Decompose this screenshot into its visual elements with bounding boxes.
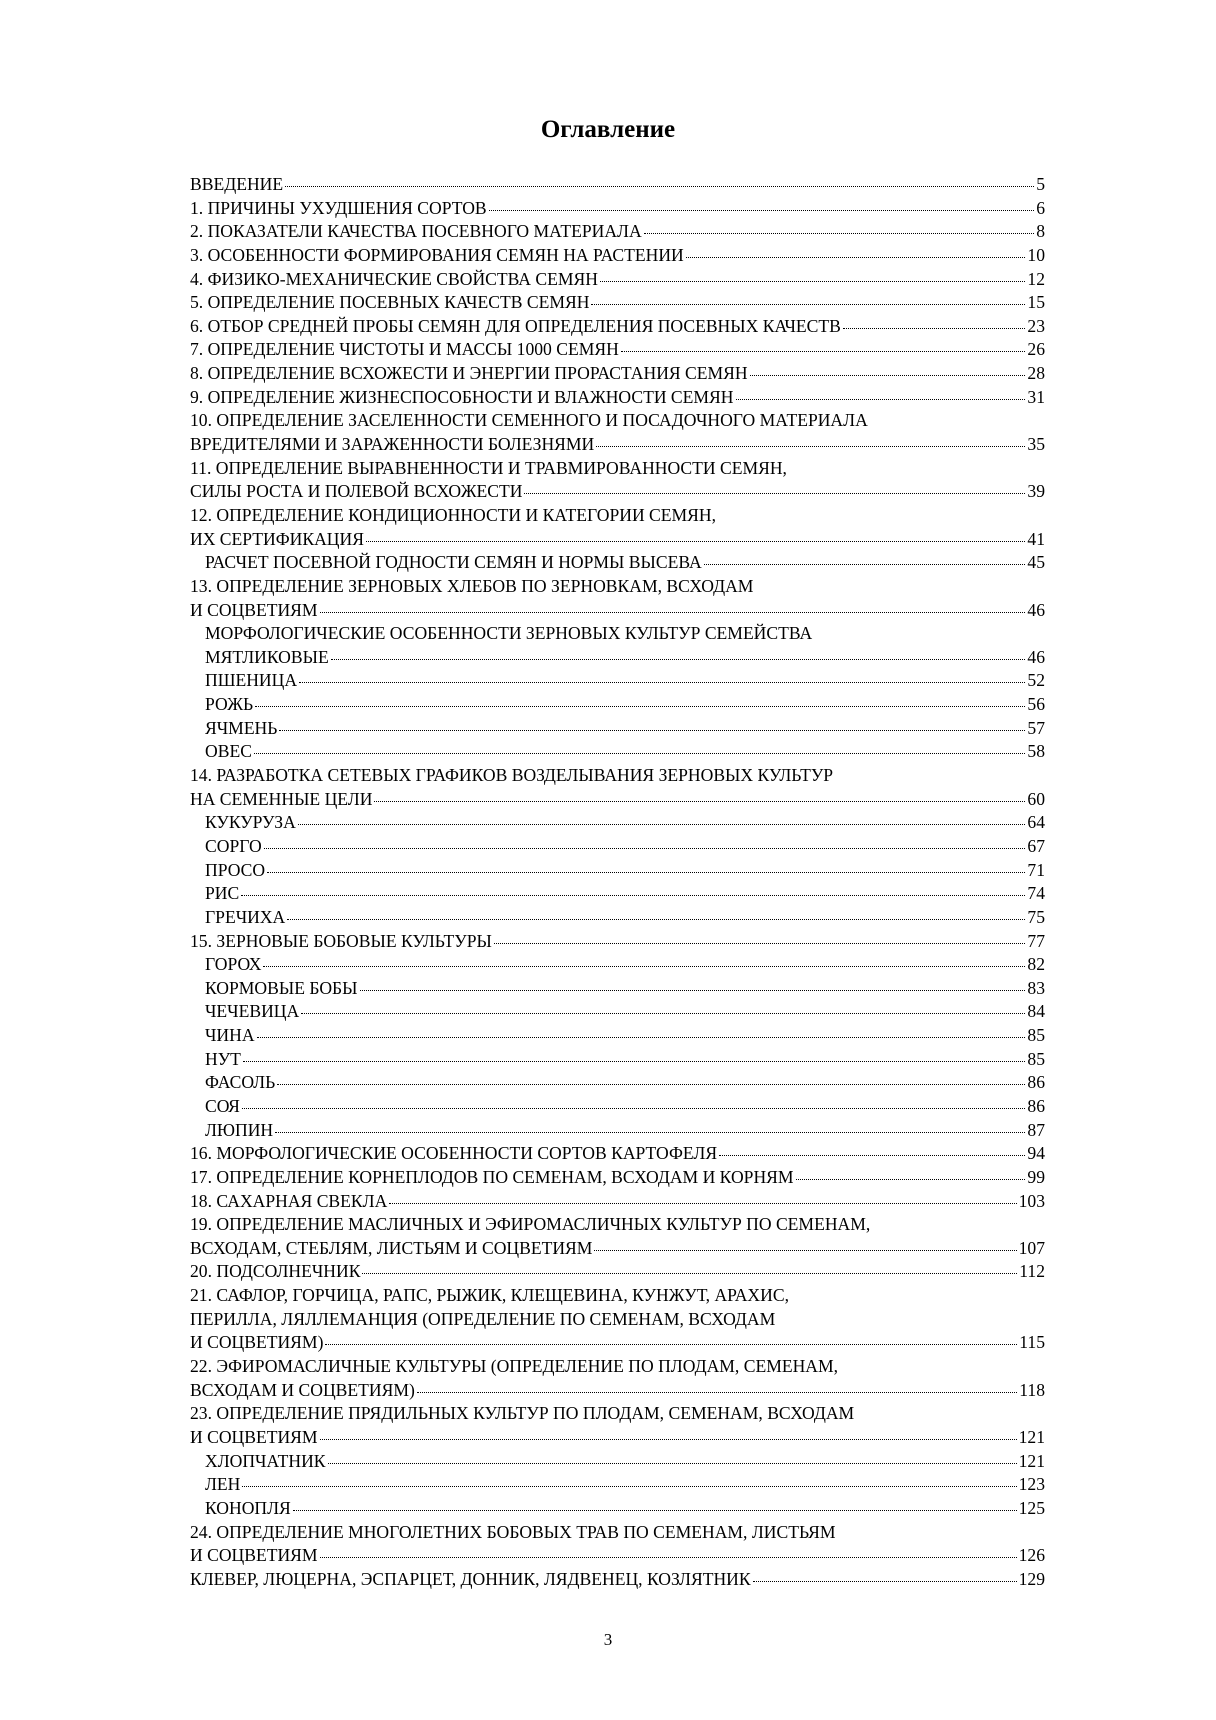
toc-page-number: 31 [1027, 386, 1045, 407]
toc-entry-title: И СОЦВЕТИЯМ [190, 599, 318, 620]
toc-entry[interactable] [190, 1521, 1045, 1568]
toc-entry[interactable] [190, 669, 1045, 693]
toc-line [190, 1355, 1045, 1379]
toc-entry[interactable] [190, 173, 1045, 197]
toc-line [190, 1237, 1045, 1261]
dot-leader [298, 823, 1026, 825]
toc-line [190, 173, 1045, 197]
toc-line [190, 1402, 1045, 1426]
dot-leader [374, 800, 1025, 802]
toc-page-number: 121 [1018, 1450, 1045, 1471]
toc-entry[interactable] [190, 906, 1045, 930]
toc-page-number: 26 [1027, 339, 1045, 360]
toc-page-number: 84 [1027, 1001, 1045, 1022]
toc-entry[interactable] [190, 1119, 1045, 1143]
toc-line [190, 859, 1045, 883]
toc-entry[interactable] [190, 457, 1045, 504]
toc-page-number: 10 [1027, 244, 1045, 265]
toc-page-number: 35 [1027, 434, 1045, 455]
toc-entry[interactable] [190, 1190, 1045, 1214]
dot-leader [328, 1462, 1017, 1464]
toc-page-number: 107 [1018, 1237, 1045, 1258]
toc-entry-title: И СОЦВЕТИЯМ [190, 1545, 318, 1566]
toc-page-number: 23 [1027, 315, 1045, 336]
toc-line [190, 362, 1045, 386]
toc-entry-title: 1. ПРИЧИНЫ УХУДШЕНИЯ СОРТОВ [190, 197, 487, 218]
toc-page-number: 112 [1019, 1261, 1045, 1282]
toc-page-number: 12 [1027, 268, 1045, 289]
toc-entry[interactable] [190, 953, 1045, 977]
toc-entry-title: 5. ОПРЕДЕЛЕНИЕ ПОСЕВНЫХ КАЧЕСТВ СЕМЯН [190, 292, 590, 313]
toc-entry-title: И СОЦВЕТИЯМ) [190, 1332, 324, 1353]
toc-entry-title: 24. ОПРЕДЕЛЕНИЕ МНОГОЛЕТНИХ БОБОВЫХ ТРАВ ПО СЕМЕНАМ, ЛИСТЬЯМ [190, 1521, 836, 1542]
toc-page-number: 15 [1027, 292, 1045, 313]
dot-leader [254, 752, 1025, 754]
toc-page-number: 129 [1018, 1568, 1045, 1589]
toc-entry[interactable] [190, 859, 1045, 883]
toc-line [190, 835, 1045, 859]
toc-entry[interactable] [190, 693, 1045, 717]
toc-entry[interactable] [190, 1213, 1045, 1260]
dot-leader [279, 729, 1025, 731]
toc-line [190, 1000, 1045, 1024]
dot-leader [704, 563, 1026, 565]
toc-entry-title: НУТ [205, 1048, 241, 1069]
dot-leader [257, 1036, 1026, 1038]
toc-line [190, 1521, 1045, 1545]
toc-entry-title: НА СЕМЕННЫЕ ЦЕЛИ [190, 788, 373, 809]
toc-entry-title: ПЕРИЛЛА, ЛЯЛЛЕМАНЦИЯ (ОПРЕДЕЛЕНИЕ ПО СЕМЕНАМ, ВСХОДАМ [190, 1308, 776, 1329]
toc-page-number: 118 [1019, 1379, 1045, 1400]
toc-line [190, 1048, 1045, 1072]
toc-entry-title: КОНОПЛЯ [205, 1497, 291, 1518]
toc-entry[interactable] [190, 1497, 1045, 1521]
toc-entry[interactable] [190, 1095, 1045, 1119]
toc-line [190, 1473, 1045, 1497]
toc-entry-title: ЛЕН [205, 1474, 241, 1495]
toc-page-number: 87 [1027, 1119, 1045, 1140]
toc-line [190, 244, 1045, 268]
dot-leader [362, 1272, 1017, 1274]
dot-leader [325, 1343, 1017, 1345]
toc-entry-title: 8. ОПРЕДЕЛЕНИЕ ВСХОЖЕСТИ И ЭНЕРГИИ ПРОРАСТАНИЯ СЕМЯН [190, 363, 748, 384]
toc-entry-title: 22. ЭФИРОМАСЛИЧНЫЕ КУЛЬТУРЫ (ОПРЕДЕЛЕНИЕ ПО ПЛОДАМ, СЕМЕНАМ, [190, 1356, 839, 1377]
toc-entry-title: 14. РАЗРАБОТКА СЕТЕВЫХ ГРАФИКОВ ВОЗДЕЛЫВАНИЯ ЗЕРНОВЫХ КУЛЬТУР [190, 765, 834, 786]
toc-line [190, 811, 1045, 835]
toc-entry-title: И СОЦВЕТИЯМ [190, 1426, 318, 1447]
toc-entry[interactable] [190, 575, 1045, 622]
toc-entry-title: КОРМОВЫЕ БОБЫ [205, 977, 358, 998]
toc-entry[interactable] [190, 1071, 1045, 1095]
toc-entry-title: ПРОСО [205, 859, 266, 880]
toc-entry-title: 15. ЗЕРНОВЫЕ БОБОВЫЕ КУЛЬТУРЫ [190, 930, 492, 951]
toc-entry[interactable] [190, 1473, 1045, 1497]
toc-entry-title: 13. ОПРЕДЕЛЕНИЕ ЗЕРНОВЫХ ХЛЕБОВ ПО ЗЕРНОВКАМ, ВСХОДАМ [190, 575, 754, 596]
toc-page-number: 75 [1027, 906, 1045, 927]
toc-line [190, 1260, 1045, 1284]
toc-page-number: 94 [1027, 1143, 1045, 1164]
toc-line [190, 220, 1045, 244]
toc-page-number: 64 [1027, 812, 1045, 833]
dot-leader [267, 871, 1025, 873]
toc-page-number: 85 [1027, 1025, 1045, 1046]
toc-line [190, 268, 1045, 292]
toc-entry[interactable] [190, 1048, 1045, 1072]
dot-leader [524, 492, 1025, 494]
toc-entry[interactable] [190, 386, 1045, 410]
toc-entry[interactable] [190, 268, 1045, 292]
toc-page-number: 125 [1018, 1497, 1045, 1518]
toc-entry[interactable] [190, 551, 1045, 575]
toc-entry-title: 6. ОТБОР СРЕДНЕЙ ПРОБЫ СЕМЯН ДЛЯ ОПРЕДЕЛЕНИЯ ПОСЕВНЫХ КАЧЕСТВ [190, 315, 841, 336]
toc-entry-title: МОРФОЛОГИЧЕСКИЕ ОСОБЕННОСТИ ЗЕРНОВЫХ КУЛЬТУР СЕМЕЙСТВА [205, 623, 813, 644]
toc-entry-title: 4. ФИЗИКО-МЕХАНИЧЕСКИЕ СВОЙСТВА СЕМЯН [190, 268, 598, 289]
toc-entry[interactable] [190, 504, 1045, 551]
toc-line [190, 386, 1045, 410]
toc-entry-title: МЯТЛИКОВЫЕ [205, 646, 329, 667]
toc-entry[interactable] [190, 764, 1045, 811]
dot-leader [494, 942, 1026, 944]
toc-line [190, 338, 1045, 362]
toc-page-number: 52 [1027, 670, 1045, 691]
dot-leader [750, 374, 1026, 376]
toc-line [190, 717, 1045, 741]
dot-leader [686, 256, 1026, 258]
toc-line [190, 1190, 1045, 1214]
toc-line [190, 906, 1045, 930]
toc-entry-title: ПШЕНИЦА [205, 670, 298, 691]
toc-entry[interactable] [190, 1402, 1045, 1449]
toc-line [190, 1119, 1045, 1143]
dot-leader [301, 1012, 1025, 1014]
toc-entry-title: КЛЕВЕР, ЛЮЦЕРНА, ЭСПАРЦЕТ, ДОННИК, ЛЯДВЕНЕЦ, КОЗЛЯТНИК [190, 1568, 751, 1589]
toc-page-number: 77 [1027, 930, 1045, 951]
toc-entry-title: ВВЕДЕНИЕ [190, 174, 284, 194]
dot-leader [796, 1178, 1026, 1180]
toc-entry-title: ХЛОПЧАТНИК [205, 1450, 326, 1471]
toc-line [190, 504, 1045, 528]
toc-entry[interactable] [190, 1142, 1045, 1166]
table-of-contents [190, 173, 1045, 1591]
toc-line [190, 882, 1045, 906]
toc-entry-title: ОВЕС [205, 741, 252, 762]
toc-entry[interactable] [190, 291, 1045, 315]
dot-leader [242, 1107, 1025, 1109]
toc-line [190, 1497, 1045, 1521]
toc-line [190, 1544, 1045, 1568]
toc-line [190, 315, 1045, 339]
toc-entry-title: ЧЕЧЕВИЦА [205, 1001, 300, 1022]
toc-entry[interactable] [190, 362, 1045, 386]
toc-page-number: 58 [1027, 741, 1045, 762]
toc-entry-title: ИХ СЕРТИФИКАЦИЯ [190, 528, 364, 549]
toc-entry[interactable] [190, 717, 1045, 741]
dot-leader [320, 611, 1026, 613]
toc-line [190, 1331, 1045, 1355]
page-title: Оглавление [540, 116, 676, 143]
toc-page-number: 57 [1027, 717, 1045, 738]
toc-entry[interactable] [190, 740, 1045, 764]
dot-leader [644, 232, 1035, 234]
toc-page-number: 6 [1036, 197, 1045, 218]
toc-entry-title: 19. ОПРЕДЕЛЕНИЕ МАСЛИЧНЫХ И ЭФИРОМАСЛИЧНЫХ КУЛЬТУР ПО СЕМЕНАМ, [190, 1214, 871, 1235]
toc-entry-title: РИС [205, 883, 240, 904]
toc-line [190, 528, 1045, 552]
toc-entry-title: ЯЧМЕНЬ [205, 717, 278, 738]
toc-line [190, 1024, 1045, 1048]
toc-line [190, 291, 1045, 315]
toc-line [190, 669, 1045, 693]
toc-line [190, 409, 1045, 433]
toc-entry[interactable] [190, 409, 1045, 456]
toc-line [190, 575, 1045, 599]
toc-entry[interactable] [190, 220, 1045, 244]
toc-entry-title: 18. САХАРНАЯ СВЕКЛА [190, 1190, 388, 1211]
dot-leader [275, 1131, 1025, 1133]
dot-leader [736, 398, 1026, 400]
toc-entry[interactable] [190, 1450, 1045, 1474]
dot-leader [360, 989, 1026, 991]
toc-entry-title: ГОРОХ [205, 954, 262, 975]
toc-line [190, 622, 1045, 646]
dot-leader [263, 965, 1025, 967]
toc-line [190, 1450, 1045, 1474]
toc-line [190, 646, 1045, 670]
dot-leader [299, 681, 1025, 683]
toc-entry-title: 3. ОСОБЕННОСТИ ФОРМИРОВАНИЯ СЕМЯН НА РАСТЕНИИ [190, 244, 684, 265]
toc-entry[interactable] [190, 1284, 1045, 1355]
toc-entry[interactable] [190, 977, 1045, 1001]
toc-entry-title: ГРЕЧИХА [205, 906, 286, 927]
toc-entry-title: 17. ОПРЕДЕЛЕНИЕ КОРНЕПЛОДОВ ПО СЕМЕНАМ, ВСХОДАМ И КОРНЯМ [190, 1166, 794, 1187]
toc-line [190, 953, 1045, 977]
toc-entry-title: СИЛЫ РОСТА И ПОЛЕВОЙ ВСХОЖЕСТИ [190, 481, 523, 502]
dot-leader [277, 1083, 1025, 1085]
dot-leader [331, 658, 1026, 660]
toc-line [190, 480, 1045, 504]
toc-entry-title: СОРГО [205, 835, 262, 856]
toc-page-number: 45 [1027, 552, 1045, 573]
toc-entry[interactable] [190, 811, 1045, 835]
toc-page-number: 86 [1027, 1095, 1045, 1116]
toc-page-number: 39 [1027, 481, 1045, 502]
toc-entry[interactable] [190, 622, 1045, 669]
toc-line [190, 764, 1045, 788]
toc-line [190, 457, 1045, 481]
toc-page-number: 123 [1018, 1474, 1045, 1495]
toc-page-number: 74 [1027, 883, 1045, 904]
toc-page-number: 86 [1027, 1072, 1045, 1093]
toc-entry-title: ВСХОДАМ И СОЦВЕТИЯМ) [190, 1379, 415, 1400]
toc-page-number: 99 [1027, 1166, 1045, 1187]
toc-page-number: 8 [1036, 221, 1045, 242]
toc-line [190, 1166, 1045, 1190]
dot-leader [287, 918, 1025, 920]
toc-line [190, 1095, 1045, 1119]
toc-line [190, 1379, 1045, 1403]
toc-entry-title: ЛЮПИН [205, 1119, 274, 1140]
toc-page-number: 83 [1027, 977, 1045, 998]
toc-entry[interactable] [190, 315, 1045, 339]
dot-leader [293, 1509, 1017, 1511]
dot-leader [255, 705, 1025, 707]
toc-entry-title: 2. ПОКАЗАТЕЛИ КАЧЕСТВА ПОСЕВНОГО МАТЕРИАЛА [190, 221, 642, 242]
toc-page-number: 126 [1018, 1545, 1045, 1566]
dot-leader [389, 1202, 1016, 1204]
toc-entry[interactable] [190, 1568, 1045, 1592]
toc-entry[interactable] [190, 1260, 1045, 1284]
dot-leader [600, 280, 1025, 282]
toc-entry[interactable] [190, 1166, 1045, 1190]
dot-leader [241, 894, 1025, 896]
dot-leader [320, 1556, 1017, 1558]
toc-entry-title: 21. САФЛОР, ГОРЧИЦА, РАПС, РЫЖИК, КЛЕЩЕВИНА, КУНЖУТ, АРАХИС, [190, 1285, 789, 1306]
toc-line [190, 788, 1045, 812]
toc-line [190, 599, 1045, 623]
toc-page-number: 67 [1027, 835, 1045, 856]
dot-leader [264, 847, 1026, 849]
toc-entry[interactable] [190, 835, 1045, 859]
toc-page-number: 41 [1027, 528, 1045, 549]
toc-entry[interactable] [190, 930, 1045, 954]
dot-leader [594, 1249, 1016, 1251]
toc-entry-title: 23. ОПРЕДЕЛЕНИЕ ПРЯДИЛЬНЫХ КУЛЬТУР ПО ПЛОДАМ, СЕМЕНАМ, ВСХОДАМ [190, 1403, 855, 1424]
dot-leader [243, 1060, 1025, 1062]
dot-leader [366, 540, 1025, 542]
toc-entry[interactable] [190, 1355, 1045, 1402]
toc-page-number: 60 [1027, 788, 1045, 809]
toc-page-number: 5 [1036, 174, 1045, 194]
toc-entry[interactable] [190, 338, 1045, 362]
toc-line [190, 1213, 1045, 1237]
toc-line [190, 1308, 1045, 1332]
toc-page-number: 121 [1018, 1426, 1045, 1447]
dot-leader [417, 1391, 1017, 1393]
toc-line [190, 551, 1045, 575]
toc-line [190, 197, 1045, 221]
toc-entry-title: КУКУРУЗА [205, 812, 296, 833]
toc-line [190, 1142, 1045, 1166]
toc-page-number: 103 [1018, 1190, 1045, 1211]
toc-entry[interactable] [190, 1024, 1045, 1048]
toc-entry-title: 10. ОПРЕДЕЛЕНИЕ ЗАСЕЛЕННОСТИ СЕМЕННОГО И ПОСАДОЧНОГО МАТЕРИАЛА [190, 410, 868, 431]
toc-entry[interactable] [190, 244, 1045, 268]
toc-line [190, 977, 1045, 1001]
toc-entry[interactable] [190, 1000, 1045, 1024]
dot-leader [596, 445, 1025, 447]
dot-leader [242, 1485, 1016, 1487]
toc-line [190, 1071, 1045, 1095]
toc-entry-title: 20. ПОДСОЛНЕЧНИК [190, 1261, 361, 1282]
dot-leader [753, 1580, 1017, 1582]
toc-entry-title: 16. МОРФОЛОГИЧЕСКИЕ ОСОБЕННОСТИ СОРТОВ КАРТОФЕЛЯ [190, 1143, 718, 1164]
toc-line [190, 930, 1045, 954]
toc-line [190, 433, 1045, 457]
dot-leader [489, 209, 1035, 211]
toc-page-number: 56 [1027, 694, 1045, 715]
toc-entry-title: 9. ОПРЕДЕЛЕНИЕ ЖИЗНЕСПОСОБНОСТИ И ВЛАЖНОСТИ СЕМЯН [190, 386, 734, 407]
dot-leader [320, 1438, 1017, 1440]
toc-page-number: 46 [1027, 646, 1045, 667]
toc-entry-title: СОЯ [205, 1095, 240, 1116]
dot-leader [285, 185, 1034, 187]
toc-line [190, 740, 1045, 764]
toc-line [190, 1568, 1045, 1592]
toc-entry-title: ФАСОЛЬ [205, 1072, 276, 1093]
toc-line [190, 1284, 1045, 1308]
dot-leader [621, 350, 1026, 352]
toc-entry-title: 12. ОПРЕДЕЛЕНИЕ КОНДИЦИОННОСТИ И КАТЕГОРИИ СЕМЯН, [190, 504, 717, 525]
toc-entry[interactable] [190, 882, 1045, 906]
toc-page-number: 28 [1027, 363, 1045, 384]
toc-line [190, 693, 1045, 717]
toc-page-number: 71 [1027, 859, 1045, 880]
toc-line [190, 1426, 1045, 1450]
toc-entry-title: ВРЕДИТЕЛЯМИ И ЗАРАЖЕННОСТИ БОЛЕЗНЯМИ [190, 434, 595, 455]
dot-leader [843, 327, 1026, 329]
page-number: 3 [603, 1630, 613, 1649]
toc-entry-title: РОЖЬ [205, 694, 254, 715]
toc-entry[interactable] [190, 197, 1045, 221]
toc-page-number: 85 [1027, 1048, 1045, 1069]
dot-leader [719, 1154, 1025, 1156]
toc-entry-title: 7. ОПРЕДЕЛЕНИЕ ЧИСТОТЫ И МАССЫ 1000 СЕМЯН [190, 339, 619, 360]
toc-entry-title: ВСХОДАМ, СТЕБЛЯМ, ЛИСТЬЯМ И СОЦВЕТИЯМ [190, 1237, 593, 1258]
toc-page-number: 82 [1027, 954, 1045, 975]
toc-entry-title: 11. ОПРЕДЕЛЕНИЕ ВЫРАВНЕННОСТИ И ТРАВМИРОВАННОСТИ СЕМЯН, [190, 457, 787, 478]
toc-entry-title: РАСЧЕТ ПОСЕВНОЙ ГОДНОСТИ СЕМЯН И НОРМЫ ВЫСЕВА [205, 552, 702, 573]
toc-page-number: 115 [1019, 1332, 1045, 1353]
toc-page-number: 46 [1027, 599, 1045, 620]
dot-leader [591, 303, 1025, 305]
toc-entry-title: ЧИНА [205, 1025, 255, 1046]
